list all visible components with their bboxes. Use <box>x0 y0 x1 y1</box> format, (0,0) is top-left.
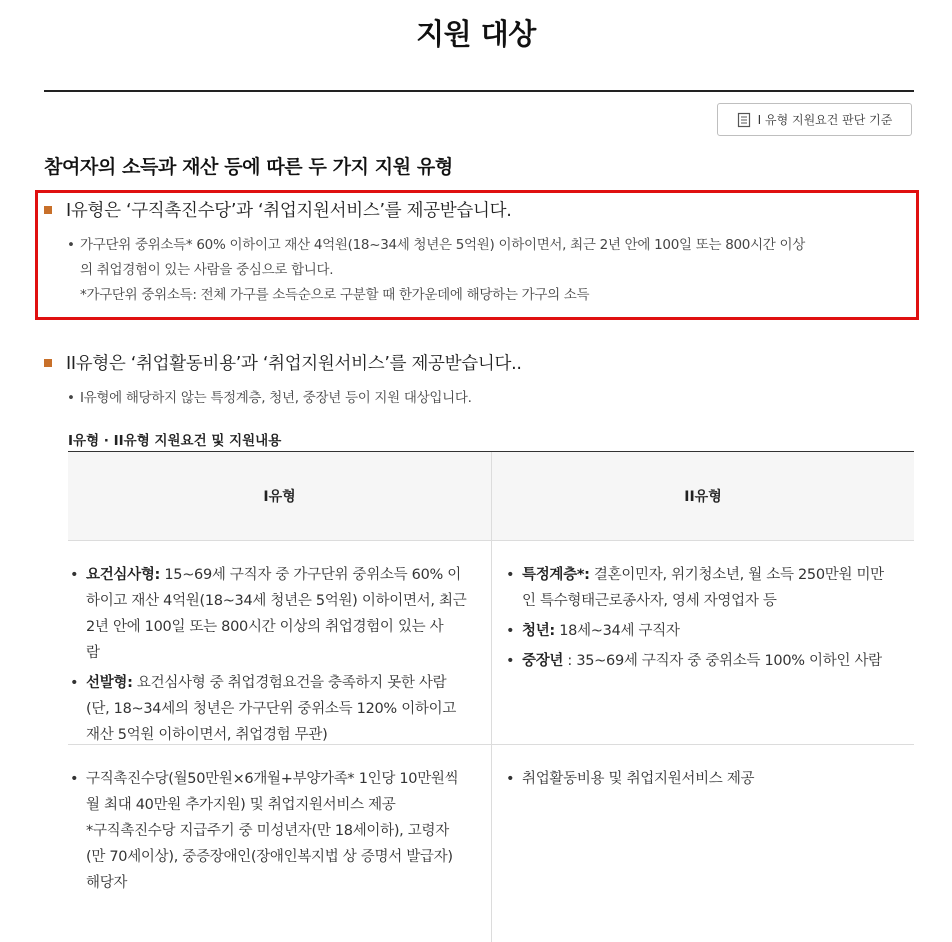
type2-heading-text: II유형은 ‘취업활동비용’과 ‘취업지원서비스’를 제공받습니다.. <box>66 354 522 374</box>
term-label: 특정계층*: <box>522 567 590 583</box>
item-text: (단, 18~34세의 청년은 가구단위 중위소득 120% 이하이고 <box>86 701 457 717</box>
list-item <box>504 648 912 674</box>
row1-type1-cell <box>68 562 488 752</box>
list-item <box>68 562 488 666</box>
document-icon <box>737 112 751 128</box>
bullet-dot: • <box>506 653 515 669</box>
item-text: 구직촉진수당(월50만원×6개월+부양가족* 1인당 10만원씩 <box>86 771 459 787</box>
bullet-dot: • <box>70 567 79 583</box>
type1-heading-text: I유형은 ‘구직촉진수당’과 ‘취업지원서비스’를 제공받습니다. <box>66 201 512 221</box>
bullet-dot: • <box>506 567 515 583</box>
square-bullet-icon <box>44 359 52 367</box>
term-label: 선발형: <box>86 675 133 691</box>
square-bullet-icon <box>44 206 52 214</box>
type1-description <box>67 233 912 308</box>
table-header-type1: I유형 <box>68 452 491 540</box>
type1-note: *가구단위 중위소득: 전체 가구를 소득순으로 구분할 때 한가운데에 해당하는 가구의 소득 <box>80 287 590 303</box>
row2-type1-cell <box>68 766 488 900</box>
type2-description <box>67 386 472 411</box>
type1-desc-line2: 의 취업경험이 있는 사람을 중심으로 합니다. <box>80 262 334 278</box>
item-text: 결혼이민자, 위기청소년, 월 소득 250만원 미만 <box>589 567 884 583</box>
item-text: 18세~34세 구직자 <box>554 623 680 639</box>
item-text: *구직촉진수당 지급주기 중 미성년자(만 18세이하), 고령자 <box>86 823 449 839</box>
table-column-divider <box>491 452 492 942</box>
type2-heading <box>44 350 522 375</box>
bullet-dot: • <box>506 623 515 639</box>
item-text: 15~69세 구직자 중 가구단위 중위소득 60% 이 <box>160 567 461 583</box>
title-divider <box>44 90 914 92</box>
item-text: 2년 안에 100일 또는 800시간 이상의 취업경험이 있는 사 <box>86 619 444 635</box>
type1-heading <box>44 197 511 222</box>
list-item <box>504 562 912 614</box>
item-text: 하이고 재산 4억원(18~34세 청년은 5억원) 이하이면서, 최근 <box>86 593 467 609</box>
criteria-button[interactable] <box>717 103 912 136</box>
bullet-dot: • <box>67 237 75 253</box>
term-label: 중장년 <box>522 653 564 669</box>
item-text: 인 특수형태근로종사자, 영세 자영업자 등 <box>522 593 777 609</box>
bullet-dot: • <box>70 771 79 787</box>
item-text: : 35~69세 구직자 중 중위소득 100% 이하인 사람 <box>563 653 882 669</box>
term-label: 요건심사형: <box>86 567 161 583</box>
item-text: 해당자 <box>86 875 128 891</box>
bullet-dot: • <box>70 675 79 691</box>
item-text: 람 <box>86 645 100 661</box>
bullet-dot: • <box>67 390 75 406</box>
item-text: 취업활동비용 및 취업지원서비스 제공 <box>522 771 755 787</box>
item-text: (만 70세이상), 중증장애인(장애인복지법 상 증명서 발급자) <box>86 849 453 865</box>
bullet-dot: • <box>506 771 515 787</box>
item-text: 재산 5억원 이하이면서, 취업경험 무관) <box>86 727 328 743</box>
list-item <box>68 766 488 896</box>
section-heading: 참여자의 소득과 재산 등에 따른 두 가지 지원 유형 <box>44 156 453 178</box>
type1-desc-line1: 가구단위 중위소득* 60% 이하이고 재산 4억원(18~34세 청년은 5억원) 이하이면서, 최근 2년 안에 100일 또는 800시간 이상 <box>80 237 806 253</box>
list-item <box>504 766 912 792</box>
item-text: 월 최대 40만원 추가지원) 및 취업지원서비스 제공 <box>86 797 396 813</box>
list-item <box>68 670 488 748</box>
term-label: 청년: <box>522 623 555 639</box>
criteria-button-label: I 유형 지원요건 판단 기준 <box>757 113 893 127</box>
row1-type2-cell <box>504 562 912 678</box>
item-text: 요건심사형 중 취업경험요건을 충족하지 못한 사람 <box>132 675 447 691</box>
row2-type2-cell <box>504 766 912 796</box>
table-header-type2: II유형 <box>492 452 914 540</box>
type2-desc-text: I유형에 해당하지 않는 특정계층, 청년, 중장년 등이 지원 대상입니다. <box>80 390 472 406</box>
list-item <box>504 618 912 644</box>
table-caption: I유형 · II유형 지원요건 및 지원내용 <box>68 433 282 449</box>
page-title: 지원 대상 <box>416 17 536 51</box>
